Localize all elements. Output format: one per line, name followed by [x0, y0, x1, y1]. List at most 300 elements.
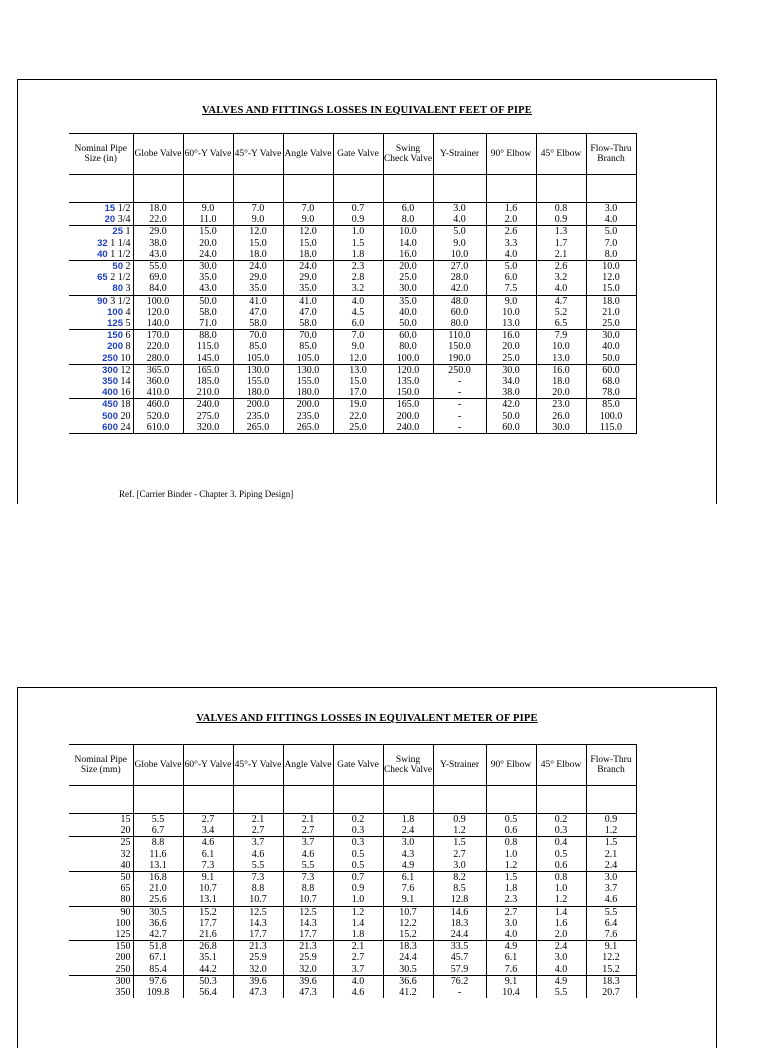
y-strainer-cell: 48.0 — [433, 295, 486, 307]
globe-valve-cell: 67.1 — [133, 952, 183, 963]
pipe-size-cell: 90 — [69, 906, 133, 918]
size-mm-label: 350 — [102, 376, 118, 388]
angle-valve-cell: 130.0 — [283, 364, 333, 376]
size-inch-label: 3 1/2 — [110, 295, 131, 307]
flow-thru-branch-cell: 60.0 — [586, 364, 636, 376]
y-strainer-cell: 57.9 — [433, 964, 486, 976]
table-row — [69, 964, 636, 976]
45y-valve-cell: 12.5 — [233, 906, 283, 918]
globe-valve-cell: 360.0 — [133, 376, 183, 387]
angle-valve-cell: 4.6 — [283, 849, 333, 860]
y-strainer-cell: 80.0 — [433, 318, 486, 330]
gate-valve-cell: 12.0 — [333, 353, 383, 365]
globe-valve-cell: 460.0 — [133, 399, 183, 411]
header-90-elbow: 90° Elbow — [486, 745, 536, 786]
size-mm-label: 50 — [112, 261, 123, 273]
size-inch-label: 3/4 — [117, 214, 131, 226]
header-spacer-cell — [133, 786, 183, 814]
gate-valve-cell: 3.2 — [333, 283, 383, 295]
table-row — [69, 399, 636, 411]
angle-valve-cell: 32.0 — [283, 964, 333, 976]
angle-valve-cell: 265.0 — [283, 422, 333, 434]
90-elbow-cell: 2.3 — [486, 894, 536, 906]
gate-valve-cell: 0.3 — [333, 837, 383, 849]
pipe-size-cell — [69, 272, 133, 283]
flow-thru-branch-cell: 3.7 — [586, 883, 636, 894]
table-row — [69, 307, 636, 318]
gate-valve-cell: 3.7 — [333, 964, 383, 976]
flow-thru-branch-cell: 1.2 — [586, 825, 636, 837]
table-row — [69, 411, 636, 422]
header-angle-valve: Angle Valve — [283, 134, 333, 175]
60y-valve-cell: 10.7 — [183, 883, 233, 894]
globe-valve-cell: 22.0 — [133, 214, 183, 226]
gate-valve-cell: 1.8 — [333, 249, 383, 261]
gate-valve-cell: 0.7 — [333, 872, 383, 884]
angle-valve-cell: 12.5 — [283, 906, 333, 918]
60y-valve-cell: 44.2 — [183, 964, 233, 976]
y-strainer-cell: 27.0 — [433, 261, 486, 273]
90-elbow-cell: 38.0 — [486, 387, 536, 399]
gate-valve-cell: 15.0 — [333, 376, 383, 387]
60y-valve-cell: 145.0 — [183, 353, 233, 365]
gate-valve-cell: 0.5 — [333, 860, 383, 872]
y-strainer-cell: 33.5 — [433, 941, 486, 953]
globe-valve-cell: 5.5 — [133, 814, 183, 826]
y-strainer-cell: 10.0 — [433, 249, 486, 261]
globe-valve-cell: 280.0 — [133, 353, 183, 365]
header-spacer-cell — [433, 175, 486, 203]
size-inch-label: 2 — [125, 261, 131, 273]
60y-valve-cell: 56.4 — [183, 987, 233, 998]
90-elbow-cell: 5.0 — [486, 261, 536, 273]
size-mm-label: 80 — [112, 283, 123, 295]
60y-valve-cell: 115.0 — [183, 341, 233, 352]
swing-check-valve-cell: 200.0 — [383, 411, 433, 422]
pipe-size-cell: 100 — [69, 918, 133, 929]
60y-valve-cell: 43.0 — [183, 283, 233, 295]
pipe-size-cell — [69, 411, 133, 422]
header-spacer-cell — [486, 175, 536, 203]
swing-check-valve-cell: 41.2 — [383, 987, 433, 998]
45y-valve-cell: 7.3 — [233, 872, 283, 884]
y-strainer-cell: 3.0 — [433, 203, 486, 215]
header-spacer-cell — [283, 175, 333, 203]
size-inch-label: 18 — [120, 399, 131, 411]
90-elbow-cell: 2.0 — [486, 214, 536, 226]
size-inch-label: 3 — [125, 283, 131, 295]
table-row — [69, 883, 636, 894]
45y-valve-cell: 15.0 — [233, 238, 283, 249]
45y-valve-cell: 70.0 — [233, 330, 283, 342]
pipe-size-cell — [69, 226, 133, 238]
swing-check-valve-cell: 6.1 — [383, 872, 433, 884]
90-elbow-cell: 3.3 — [486, 238, 536, 249]
header-45y-valve: 45°-Y Valve — [233, 745, 283, 786]
size-mm-label: 150 — [107, 330, 123, 342]
flow-thru-branch-cell: 4.6 — [586, 894, 636, 906]
globe-valve-cell: 170.0 — [133, 330, 183, 342]
90-elbow-cell: 20.0 — [486, 341, 536, 352]
flow-thru-branch-cell: 3.0 — [586, 203, 636, 215]
45y-valve-cell: 58.0 — [233, 318, 283, 330]
60y-valve-cell: 50.0 — [183, 295, 233, 307]
globe-valve-cell: 120.0 — [133, 307, 183, 318]
header-45-elbow: 45° Elbow — [536, 134, 586, 175]
gate-valve-cell: 4.0 — [333, 975, 383, 987]
globe-valve-cell: 6.7 — [133, 825, 183, 837]
flow-thru-branch-cell: 12.0 — [586, 272, 636, 283]
gate-valve-cell: 2.3 — [333, 261, 383, 273]
60y-valve-cell: 35.0 — [183, 272, 233, 283]
imperial-losses-table — [69, 133, 637, 434]
pipe-size-cell: 125 — [69, 929, 133, 941]
size-mm-label: 400 — [102, 387, 118, 399]
pipe-size-cell — [69, 283, 133, 295]
flow-thru-branch-cell: 78.0 — [586, 387, 636, 399]
swing-check-valve-cell: 10.0 — [383, 226, 433, 238]
y-strainer-cell: 45.7 — [433, 952, 486, 963]
y-strainer-cell: 18.3 — [433, 918, 486, 929]
y-strainer-cell: 14.6 — [433, 906, 486, 918]
y-strainer-cell: 8.2 — [433, 872, 486, 884]
globe-valve-cell: 100.0 — [133, 295, 183, 307]
swing-check-valve-cell: 25.0 — [383, 272, 433, 283]
table-row — [69, 283, 636, 295]
swing-check-valve-cell: 120.0 — [383, 364, 433, 376]
45-elbow-cell: 5.2 — [536, 307, 586, 318]
60y-valve-cell: 35.1 — [183, 952, 233, 963]
globe-valve-cell: 140.0 — [133, 318, 183, 330]
globe-valve-cell: 21.0 — [133, 883, 183, 894]
pipe-size-cell: 250 — [69, 964, 133, 976]
table-row — [69, 849, 636, 860]
swing-check-valve-cell: 10.7 — [383, 906, 433, 918]
gate-valve-cell: 2.1 — [333, 941, 383, 953]
45-elbow-cell: 0.2 — [536, 814, 586, 826]
flow-thru-branch-cell: 2.1 — [586, 849, 636, 860]
45-elbow-cell: 0.3 — [536, 825, 586, 837]
90-elbow-cell: 6.0 — [486, 272, 536, 283]
90-elbow-cell: 0.8 — [486, 837, 536, 849]
angle-valve-cell: 180.0 — [283, 387, 333, 399]
45y-valve-cell: 25.9 — [233, 952, 283, 963]
gate-valve-cell: 1.0 — [333, 226, 383, 238]
45y-valve-cell: 21.3 — [233, 941, 283, 953]
y-strainer-cell: - — [433, 987, 486, 998]
y-strainer-cell: 9.0 — [433, 238, 486, 249]
45y-valve-cell: 9.0 — [233, 214, 283, 226]
45-elbow-cell: 20.0 — [536, 387, 586, 399]
45y-valve-cell: 24.0 — [233, 261, 283, 273]
60y-valve-cell: 2.7 — [183, 814, 233, 826]
pipe-size-cell: 350 — [69, 987, 133, 998]
globe-valve-cell: 520.0 — [133, 411, 183, 422]
pipe-size-cell — [69, 341, 133, 352]
45-elbow-cell: 2.6 — [536, 261, 586, 273]
pipe-size-cell — [69, 238, 133, 249]
gate-valve-cell: 2.8 — [333, 272, 383, 283]
angle-valve-cell: 155.0 — [283, 376, 333, 387]
45-elbow-cell: 7.9 — [536, 330, 586, 342]
90-elbow-cell: 34.0 — [486, 376, 536, 387]
header-spacer-cell — [383, 175, 433, 203]
swing-check-valve-cell: 35.0 — [383, 295, 433, 307]
45y-valve-cell: 265.0 — [233, 422, 283, 434]
60y-valve-cell: 3.4 — [183, 825, 233, 837]
45-elbow-cell: 16.0 — [536, 364, 586, 376]
header-spacer-cell — [233, 786, 283, 814]
gate-valve-cell: 6.0 — [333, 318, 383, 330]
45y-valve-cell: 235.0 — [233, 411, 283, 422]
header-globe-valve: Globe Valve — [133, 745, 183, 786]
size-mm-label: 600 — [102, 421, 118, 433]
table-row — [69, 341, 636, 352]
y-strainer-cell: - — [433, 376, 486, 387]
angle-valve-cell: 47.3 — [283, 987, 333, 998]
swing-check-valve-cell: 50.0 — [383, 318, 433, 330]
size-mm-label: 300 — [102, 364, 118, 376]
flow-thru-branch-cell: 5.5 — [586, 906, 636, 918]
flow-thru-branch-cell: 9.1 — [586, 941, 636, 953]
size-inch-label: 6 — [125, 330, 131, 342]
table-row — [69, 353, 636, 365]
y-strainer-cell: 12.8 — [433, 894, 486, 906]
angle-valve-cell: 14.3 — [283, 918, 333, 929]
45y-valve-cell: 105.0 — [233, 353, 283, 365]
y-strainer-cell: - — [433, 399, 486, 411]
flow-thru-branch-cell: 30.0 — [586, 330, 636, 342]
swing-check-valve-cell: 24.4 — [383, 952, 433, 963]
flow-thru-branch-cell: 85.0 — [586, 399, 636, 411]
45-elbow-cell: 0.4 — [536, 837, 586, 849]
flow-thru-branch-cell: 100.0 — [586, 411, 636, 422]
45y-valve-cell: 5.5 — [233, 860, 283, 872]
table-row — [69, 422, 636, 434]
45-elbow-cell: 1.4 — [536, 906, 586, 918]
pipe-size-cell: 200 — [69, 952, 133, 963]
gate-valve-cell: 4.0 — [333, 295, 383, 307]
swing-check-valve-cell: 60.0 — [383, 330, 433, 342]
globe-valve-cell: 36.6 — [133, 918, 183, 929]
swing-check-valve-cell: 18.3 — [383, 941, 433, 953]
pipe-size-cell — [69, 249, 133, 261]
globe-valve-cell: 410.0 — [133, 387, 183, 399]
globe-valve-cell: 610.0 — [133, 422, 183, 434]
angle-valve-cell: 47.0 — [283, 307, 333, 318]
header-spacer-cell — [586, 175, 636, 203]
table-row — [69, 894, 636, 906]
swing-check-valve-cell: 30.0 — [383, 283, 433, 295]
90-elbow-cell: 10.0 — [486, 307, 536, 318]
swing-check-valve-cell: 15.2 — [383, 929, 433, 941]
y-strainer-cell: 60.0 — [433, 307, 486, 318]
swing-check-valve-cell: 4.9 — [383, 860, 433, 872]
imperial-sheet — [17, 79, 717, 504]
45-elbow-cell: 0.8 — [536, 203, 586, 215]
table-row — [69, 929, 636, 941]
flow-thru-branch-cell: 1.5 — [586, 837, 636, 849]
45y-valve-cell: 7.0 — [233, 203, 283, 215]
table-row — [69, 364, 636, 376]
header-gate-valve: Gate Valve — [333, 745, 383, 786]
60y-valve-cell: 58.0 — [183, 307, 233, 318]
header-angle-valve: Angle Valve — [283, 745, 333, 786]
pipe-size-cell — [69, 422, 133, 434]
y-strainer-cell: 190.0 — [433, 353, 486, 365]
flow-thru-branch-cell: 2.4 — [586, 860, 636, 872]
size-mm-label: 100 — [107, 306, 123, 318]
swing-check-valve-cell: 135.0 — [383, 376, 433, 387]
angle-valve-cell: 5.5 — [283, 860, 333, 872]
globe-valve-cell: 16.8 — [133, 872, 183, 884]
y-strainer-cell: 42.0 — [433, 283, 486, 295]
y-strainer-cell: 110.0 — [433, 330, 486, 342]
angle-valve-cell: 21.3 — [283, 941, 333, 953]
45y-valve-cell: 41.0 — [233, 295, 283, 307]
60y-valve-cell: 15.0 — [183, 226, 233, 238]
60y-valve-cell: 9.0 — [183, 203, 233, 215]
header-y-strainer: Y-Strainer — [433, 134, 486, 175]
45y-valve-cell: 17.7 — [233, 929, 283, 941]
table-row — [69, 203, 636, 215]
45y-valve-cell: 29.0 — [233, 272, 283, 283]
pipe-size-cell — [69, 295, 133, 307]
y-strainer-cell: - — [433, 387, 486, 399]
globe-valve-cell: 109.8 — [133, 987, 183, 998]
size-inch-label: 24 — [120, 421, 131, 433]
globe-valve-cell: 18.0 — [133, 203, 183, 215]
45-elbow-cell: 2.0 — [536, 929, 586, 941]
header-globe-valve: Globe Valve — [133, 134, 183, 175]
globe-valve-cell: 38.0 — [133, 238, 183, 249]
60y-valve-cell: 20.0 — [183, 238, 233, 249]
45-elbow-cell: 4.0 — [536, 964, 586, 976]
45y-valve-cell: 18.0 — [233, 249, 283, 261]
45y-valve-cell: 180.0 — [233, 387, 283, 399]
table-row — [69, 272, 636, 283]
45y-valve-cell: 35.0 — [233, 283, 283, 295]
60y-valve-cell: 24.0 — [183, 249, 233, 261]
swing-check-valve-cell: 240.0 — [383, 422, 433, 434]
flow-thru-branch-cell: 68.0 — [586, 376, 636, 387]
45y-valve-cell: 85.0 — [233, 341, 283, 352]
size-inch-label: 16 — [120, 387, 131, 399]
gate-valve-cell: 1.2 — [333, 906, 383, 918]
flow-thru-branch-cell: 50.0 — [586, 353, 636, 365]
gate-valve-cell: 25.0 — [333, 422, 383, 434]
pipe-size-cell — [69, 387, 133, 399]
45-elbow-cell: 1.7 — [536, 238, 586, 249]
globe-valve-cell: 97.6 — [133, 975, 183, 987]
45-elbow-cell: 6.5 — [536, 318, 586, 330]
gate-valve-cell: 19.0 — [333, 399, 383, 411]
60y-valve-cell: 240.0 — [183, 399, 233, 411]
90-elbow-cell: 1.6 — [486, 203, 536, 215]
header-spacer-cell — [486, 786, 536, 814]
globe-valve-cell: 84.0 — [133, 283, 183, 295]
table-row — [69, 952, 636, 963]
gate-valve-cell: 4.5 — [333, 307, 383, 318]
globe-valve-cell: 13.1 — [133, 860, 183, 872]
flow-thru-branch-cell: 18.3 — [586, 975, 636, 987]
swing-check-valve-cell: 165.0 — [383, 399, 433, 411]
y-strainer-cell: 8.5 — [433, 883, 486, 894]
gate-valve-cell: 9.0 — [333, 341, 383, 352]
globe-valve-cell: 55.0 — [133, 261, 183, 273]
table-row — [69, 872, 636, 884]
gate-valve-cell: 0.9 — [333, 214, 383, 226]
globe-valve-cell: 29.0 — [133, 226, 183, 238]
swing-check-valve-cell: 40.0 — [383, 307, 433, 318]
flow-thru-branch-cell: 10.0 — [586, 261, 636, 273]
60y-valve-cell: 26.8 — [183, 941, 233, 953]
90-elbow-cell: 13.0 — [486, 318, 536, 330]
globe-valve-cell: 25.6 — [133, 894, 183, 906]
y-strainer-cell: 24.4 — [433, 929, 486, 941]
angle-valve-cell: 3.7 — [283, 837, 333, 849]
pipe-size-cell: 300 — [69, 975, 133, 987]
flow-thru-branch-cell: 25.0 — [586, 318, 636, 330]
60y-valve-cell: 7.3 — [183, 860, 233, 872]
90-elbow-cell: 9.0 — [486, 295, 536, 307]
pipe-size-cell: 25 — [69, 837, 133, 849]
gate-valve-cell: 1.4 — [333, 918, 383, 929]
60y-valve-cell: 50.3 — [183, 975, 233, 987]
header-45y-valve: 45°-Y Valve — [233, 134, 283, 175]
90-elbow-cell: 42.0 — [486, 399, 536, 411]
y-strainer-cell: - — [433, 422, 486, 434]
45-elbow-cell: 4.9 — [536, 975, 586, 987]
angle-valve-cell: 105.0 — [283, 353, 333, 365]
flow-thru-branch-cell: 3.0 — [586, 872, 636, 884]
45y-valve-cell: 200.0 — [233, 399, 283, 411]
90-elbow-cell: 10.4 — [486, 987, 536, 998]
60y-valve-cell: 71.0 — [183, 318, 233, 330]
header-spacer-cell — [183, 175, 233, 203]
angle-valve-cell: 7.3 — [283, 872, 333, 884]
angle-valve-cell: 10.7 — [283, 894, 333, 906]
header-90-elbow: 90° Elbow — [486, 134, 536, 175]
60y-valve-cell: 9.1 — [183, 872, 233, 884]
gate-valve-cell: 0.9 — [333, 883, 383, 894]
45-elbow-cell: 0.8 — [536, 872, 586, 884]
60y-valve-cell: 88.0 — [183, 330, 233, 342]
y-strainer-cell: 0.9 — [433, 814, 486, 826]
angle-valve-cell: 18.0 — [283, 249, 333, 261]
flow-thru-branch-cell: 0.9 — [586, 814, 636, 826]
pipe-size-cell — [69, 214, 133, 226]
size-mm-label: 90 — [97, 295, 108, 307]
globe-valve-cell: 43.0 — [133, 249, 183, 261]
gate-valve-cell: 1.5 — [333, 238, 383, 249]
y-strainer-cell: 150.0 — [433, 341, 486, 352]
60y-valve-cell: 165.0 — [183, 364, 233, 376]
swing-check-valve-cell: 4.3 — [383, 849, 433, 860]
header-swing-check-valve: Swing Check Valve — [383, 745, 433, 786]
60y-valve-cell: 4.6 — [183, 837, 233, 849]
size-inch-label: 1 — [125, 226, 131, 238]
swing-check-valve-cell: 100.0 — [383, 353, 433, 365]
angle-valve-cell: 70.0 — [283, 330, 333, 342]
globe-valve-cell: 11.6 — [133, 849, 183, 860]
header-spacer-cell — [69, 175, 133, 203]
table-row — [69, 261, 636, 273]
pipe-size-cell: 80 — [69, 894, 133, 906]
gate-valve-cell: 1.0 — [333, 894, 383, 906]
45-elbow-cell: 0.5 — [536, 849, 586, 860]
45-elbow-cell: 3.0 — [536, 952, 586, 963]
